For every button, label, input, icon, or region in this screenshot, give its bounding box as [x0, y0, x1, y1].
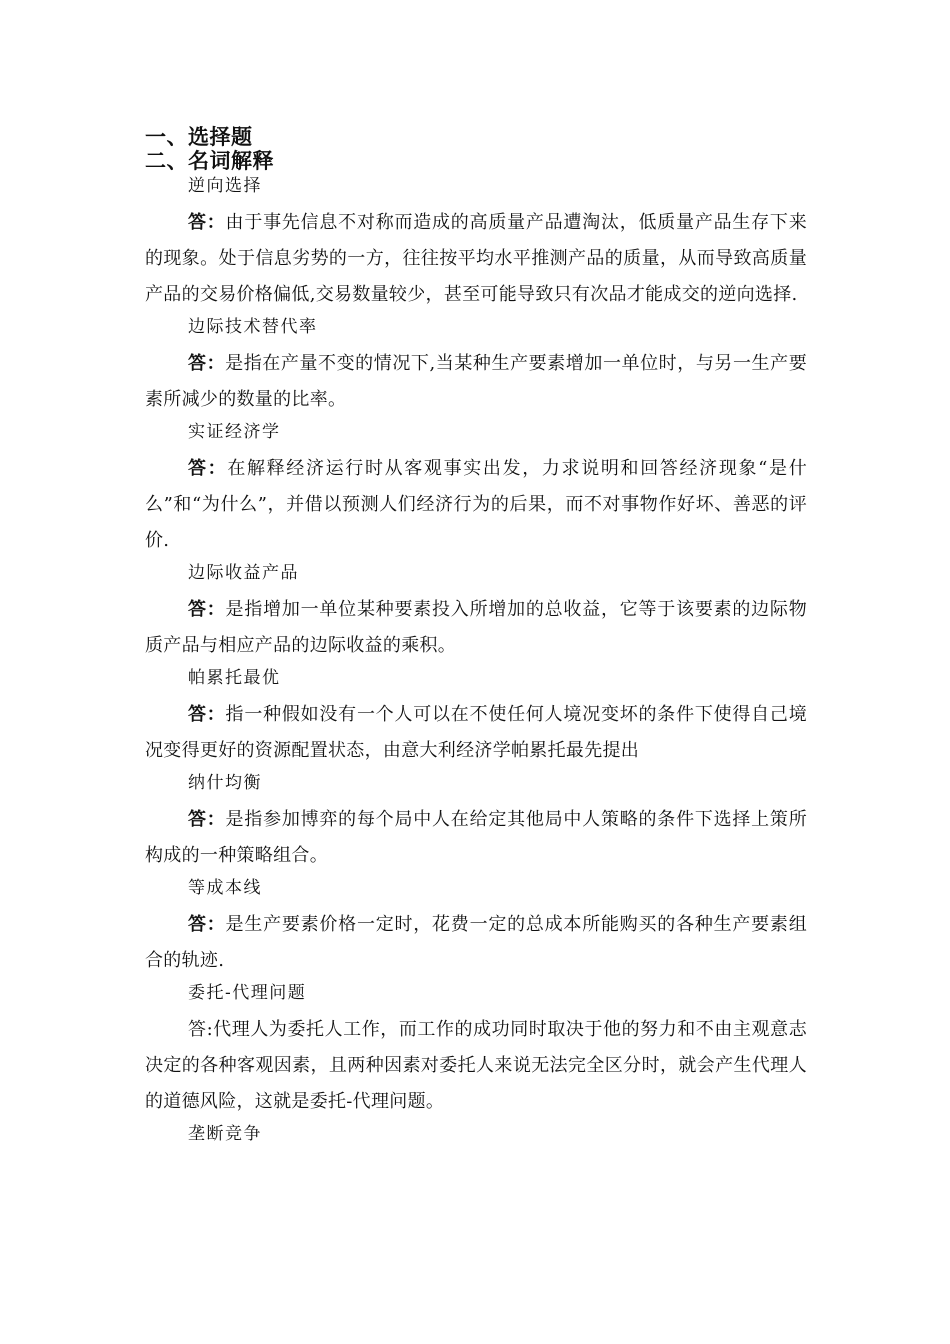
term-list	[145, 172, 807, 1153]
answer-text: 是指参加博弈的每个局中人在给定其他局中人策略的条件下选择上策所构成的一种策略组合。	[145, 809, 807, 866]
answer-prefix: 答：	[188, 212, 226, 233]
term-title: 实证经济学	[188, 422, 281, 442]
term-answer	[145, 451, 807, 559]
term-answer	[145, 205, 807, 313]
term-title: 委托-代理问题	[188, 983, 307, 1003]
term-title: 边际技术替代率	[188, 317, 318, 337]
term-title: 纳什均衡	[188, 773, 262, 793]
answer-prefix: 答：	[188, 458, 228, 479]
answer-text: 由于事先信息不对称而造成的高质量产品遭淘汰，低质量产品生存下来的现象。处于信息劣势的一方，往往按平均水平推测产品的质量，从而导致高质量产品的交易价格偏低,交易数量较少，甚至可能导致只有次品才能成交的逆向选择.	[145, 212, 807, 305]
term-answer	[145, 592, 807, 664]
term-title: 垄断竞争	[188, 1124, 262, 1144]
term-title: 等成本线	[188, 878, 262, 898]
answer-text: 在解释经济运行时从客观事实出发，力求说明和回答经济现象“是什么”和“为什么”，并借以预测人们经济行为的后果，而不对事物作好坏、善恶的评价.	[145, 458, 807, 551]
term-title: 逆向选择	[188, 176, 262, 196]
term-answer	[145, 1012, 807, 1120]
answer-text: 指一种假如没有一个人可以在不使任何人境况变坏的条件下使得自己境况变得更好的资源配置状态，由意大利经济学帕累托最先提出	[145, 704, 807, 761]
answer-text: 是指在产量不变的情况下,当某种生产要素增加一单位时，与另一生产要素所减少的数量的比率。	[145, 353, 807, 410]
answer-prefix: 答：	[188, 353, 226, 374]
term-answer	[145, 907, 807, 979]
answer-prefix: 答：	[188, 809, 226, 830]
section-heading-terms: 二、名词解释	[145, 149, 274, 173]
answer-prefix: 答：	[188, 704, 226, 725]
answer-text: 代理人为委托人工作，而工作的成功同时取决于他的努力和不由主观意志决定的各种客观因素，且两种因素对委托人来说无法完全区分时，就会产生代理人的道德风险，这就是委托-代理问题。	[145, 1019, 807, 1112]
term-answer	[145, 697, 807, 769]
answer-prefix: 答:	[188, 1019, 213, 1040]
term-answer	[145, 346, 807, 418]
answer-prefix: 答：	[188, 599, 226, 620]
section-heading-choice: 一、选择题	[145, 125, 253, 149]
answer-text: 是生产要素价格一定时，花费一定的总成本所能购买的各种生产要素组合的轨迹.	[145, 914, 807, 971]
term-title: 帕累托最优	[188, 668, 281, 688]
answer-text: 是指增加一单位某种要素投入所增加的总收益，它等于该要素的边际物质产品与相应产品的边际收益的乘积。	[145, 599, 807, 656]
answer-prefix: 答：	[188, 914, 226, 935]
term-answer	[145, 802, 807, 874]
term-title: 边际收益产品	[188, 563, 299, 583]
